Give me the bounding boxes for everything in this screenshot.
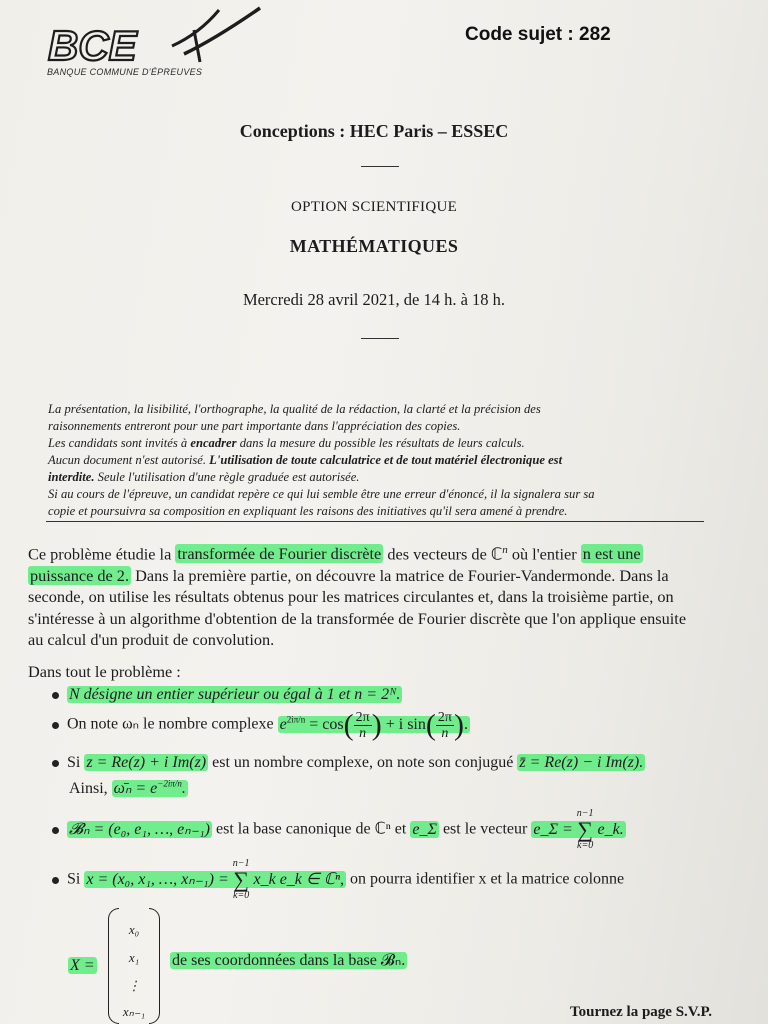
instruction-line: raisonnements entreront pour une part importante dans l'appréciation des copies. bbox=[48, 419, 461, 433]
bullet-item: On note ωₙ le nombre complexe $e^{2i\pi/n} = \cos$( $\frac{2\pi}{n}$ ) + i sin( $\frac{2\pi}{n}$ ). bbox=[52, 708, 470, 742]
page-footer: Tournez la page S.V.P. bbox=[570, 1004, 712, 1020]
instruction-line: interdite. Seule l'utilisation d'une règle graduée est autorisée. bbox=[48, 470, 360, 484]
conceptions-title: Conceptions : HEC Paris – ESSEC bbox=[239, 121, 509, 141]
intro-line: puissance de 2. Dans la première partie, on découvre la matrice de Fourier-Vandermonde. Dans la bbox=[30, 565, 669, 585]
divider-dash bbox=[361, 166, 399, 167]
instruction-line: Les candidats sont invités à encadrer dans la mesure du possible les résultats de leurs calculs. bbox=[48, 436, 525, 450]
bullet-item: Si x = (x₀, x₁, …, xₙ₋₁) = n−1 ∑ k=0 x_k e_k ∈ ℂⁿ, on pourra identifier x et la matrice colonne bbox=[52, 858, 624, 902]
highlight: e_Σ bbox=[412, 820, 437, 838]
instruction-line: copie et poursuivra sa composition en expliquant les raisons des initiatives qu'il sera amené à prendre. bbox=[48, 504, 568, 518]
bullet-dot bbox=[52, 692, 59, 699]
logo-subtitle: BANQUE COMMUNE D'ÉPREUVES bbox=[47, 67, 203, 77]
column-matrix bbox=[108, 908, 160, 1024]
bullet-dot bbox=[52, 877, 59, 884]
separator-line bbox=[46, 521, 704, 522]
highlight: 𝓑ₙ = (e₀, e₁, …, eₙ₋₁) bbox=[69, 820, 210, 838]
matrix-entry: x₀ bbox=[128, 922, 140, 937]
instructions-block bbox=[48, 401, 708, 520]
instruction-line: Si au cours de l'épreuve, un candidat repère ce qui lui semble être une erreur d'énoncé, il la signalera sur sa bbox=[48, 487, 595, 501]
option-label: OPTION SCIENTIFIQUE bbox=[290, 199, 458, 215]
dans-tout-label: Dans tout le problème : bbox=[28, 662, 181, 681]
matrix-entry: x₁ bbox=[128, 950, 140, 965]
matrix-entry: ⋮ bbox=[127, 978, 141, 993]
right-paren bbox=[149, 908, 160, 1024]
bullet-dot bbox=[52, 827, 59, 834]
bullet-dot bbox=[52, 722, 59, 729]
intro-line: Ce problème étudie la transformée de Fourier discrète des vecteurs de ℂ$^n$ où l'entier n est une bbox=[28, 544, 641, 564]
highlight: transformée de Fourier discrète bbox=[177, 544, 382, 564]
divider-dash bbox=[361, 338, 399, 339]
highlight: z̄ = Re(z) − i Im(z). bbox=[519, 754, 644, 771]
matrix-description: de ses coordonnées dans la base 𝓑ₙ. bbox=[172, 952, 406, 969]
intro-paragraph bbox=[28, 540, 736, 651]
instruction-line: Aucun document n'est autorisé. L'utilisation de toute calculatrice et de tout matériel électronique est bbox=[48, 453, 563, 467]
exam-date: Mercredi 28 avril 2021, de 14 h. à 18 h. bbox=[242, 290, 506, 309]
highlight: N désigne un entier supérieur ou égal à 1 et n = 2ᴺ. bbox=[69, 686, 401, 703]
intro-line: au calcul d'un produit de convolution. bbox=[28, 630, 275, 650]
matrix-entry: xₙ₋₁ bbox=[122, 1004, 146, 1019]
highlight: z = Re(z) + i Im(z) bbox=[86, 754, 207, 771]
intro-line: seconde, on utilise les résultats obtenus pour les matrices circulantes et, dans la troisième partie, on bbox=[28, 587, 674, 607]
code-sujet: Code sujet : 282 bbox=[465, 24, 611, 45]
bullet-item: Si z = Re(z) + i Im(z) est un nombre complexe, on note son conjugué z̄ = Re(z) − i Im(z). bbox=[52, 754, 645, 772]
matrix-label: X = bbox=[70, 957, 95, 974]
bullet-dot bbox=[52, 760, 59, 767]
bullet-item bbox=[52, 686, 402, 704]
highlight: n est une bbox=[582, 544, 641, 564]
bullet-continuation: Ainsi, ω̄ₙ = $e^{-2i\pi/n}$. bbox=[69, 778, 186, 797]
logo-letters: BCE bbox=[48, 22, 137, 69]
bullet-item: 𝓑ₙ = (e₀, e₁, …, eₙ₋₁) est la base canonique de ℂⁿ et e_Σ est le vecteur e_Σ = n−1 ∑ k=0 e_k. bbox=[52, 808, 626, 852]
intro-line: s'intéresse à un algorithme d'obtention de la transformée de Fourier discrète que l'on applique ensuite bbox=[28, 608, 687, 628]
subject-title: MATHÉMATIQUES bbox=[289, 236, 459, 256]
instruction-line: La présentation, la lisibilité, l'orthographe, la qualité de la rédaction, la clarté et la précision des bbox=[48, 402, 541, 416]
highlight: puissance de 2. bbox=[30, 565, 130, 585]
